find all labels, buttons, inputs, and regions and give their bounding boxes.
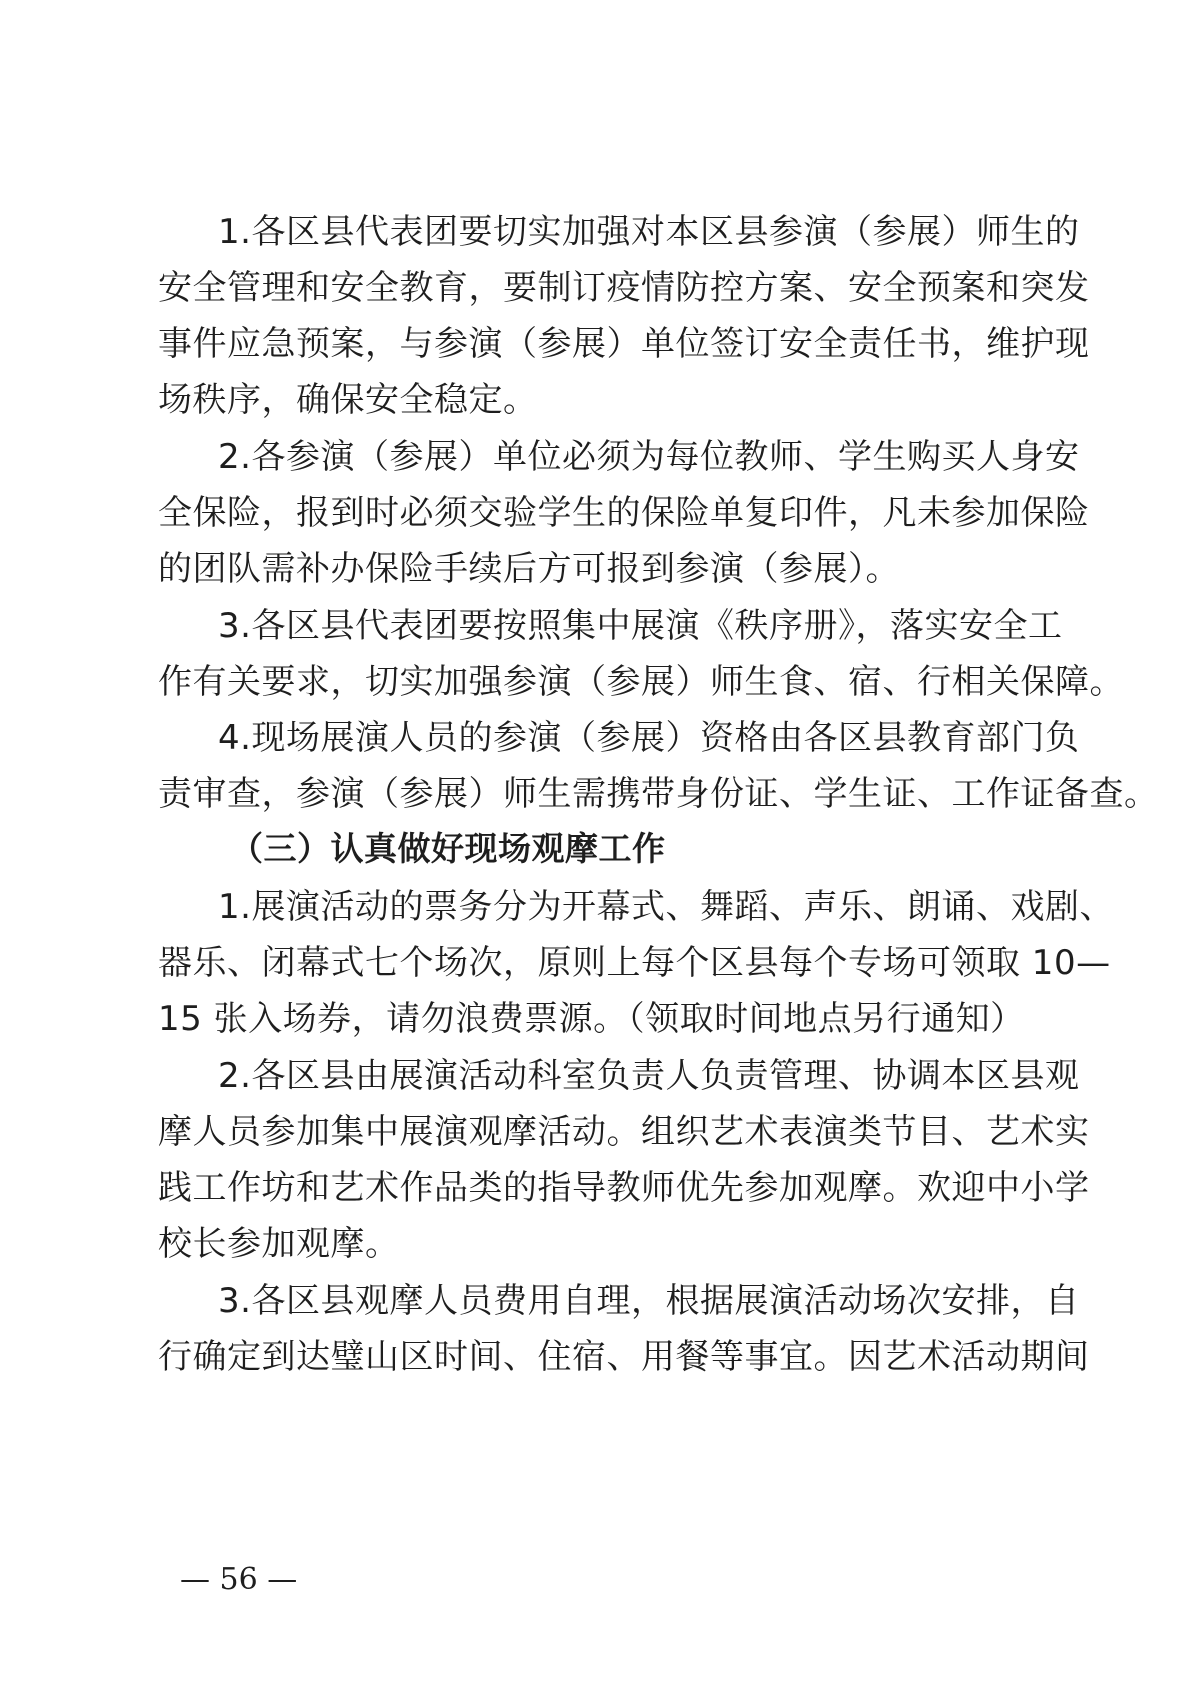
paragraph-line: 全保险，报到时必须交验学生的保险单复印件，凡未参加保险 — [158, 493, 1090, 533]
paragraph-line: 行确定到达璧山区时间、住宿、用餐等事宜。因艺术活动期间 — [158, 1337, 1090, 1377]
paragraph-line: 安全管理和安全教育，要制订疫情防控方案、安全预案和突发 — [158, 268, 1090, 308]
paragraph-line: 2.各参演（参展）单位必须为每位教师、学生购买人身安 — [218, 437, 1080, 477]
paragraph-line: 15 张入场券，请勿浪费票源。（领取时间地点另行通知） — [158, 999, 1025, 1039]
paragraph-line: 责审查，参演（参展）师生需携带身份证、学生证、工作证备查。 — [158, 774, 1159, 814]
paragraph-line: 2.各区县由展演活动科室负责人负责管理、协调本区县观 — [218, 1056, 1080, 1096]
paragraph-line: 1.各区县代表团要切实加强对本区县参演（参展）师生的 — [218, 212, 1080, 252]
paragraph-line: 4.现场展演人员的参演（参展）资格由各区县教育部门负 — [218, 718, 1080, 758]
paragraph-line: 器乐、闭幕式七个场次，原则上每个区县每个专场可领取 10— — [158, 943, 1111, 983]
page-number: — 56 — — [180, 1562, 298, 1597]
paragraph-line: 3.各区县代表团要按照集中展演《秩序册》，落实安全工 — [218, 606, 1063, 646]
paragraph-line: 校长参加观摩。 — [158, 1224, 400, 1264]
paragraph-line: 事件应急预案，与参演（参展）单位签订安全责任书，维护现 — [158, 324, 1090, 364]
paragraph-line: 践工作坊和艺术作品类的指导教师优先参加观摩。欢迎中小学 — [158, 1168, 1090, 1208]
paragraph-line: 1.展演活动的票务分为开幕式、舞蹈、声乐、朗诵、戏剧、 — [218, 887, 1114, 927]
paragraph-line: 3.各区县观摩人员费用自理，根据展演活动场次安排，自 — [218, 1281, 1080, 1321]
section-heading: （三）认真做好现场观摩工作 — [230, 829, 666, 868]
paragraph-line: 的团队需补办保险手续后方可报到参演（参展）。 — [158, 549, 900, 589]
paragraph-line: 作有关要求，切实加强参演（参展）师生食、宿、行相关保障。 — [158, 662, 1124, 702]
paragraph-line: 摩人员参加集中展演观摩活动。组织艺术表演类节目、艺术实 — [158, 1112, 1090, 1152]
paragraph-line: 场秩序，确保安全稳定。 — [158, 380, 538, 420]
